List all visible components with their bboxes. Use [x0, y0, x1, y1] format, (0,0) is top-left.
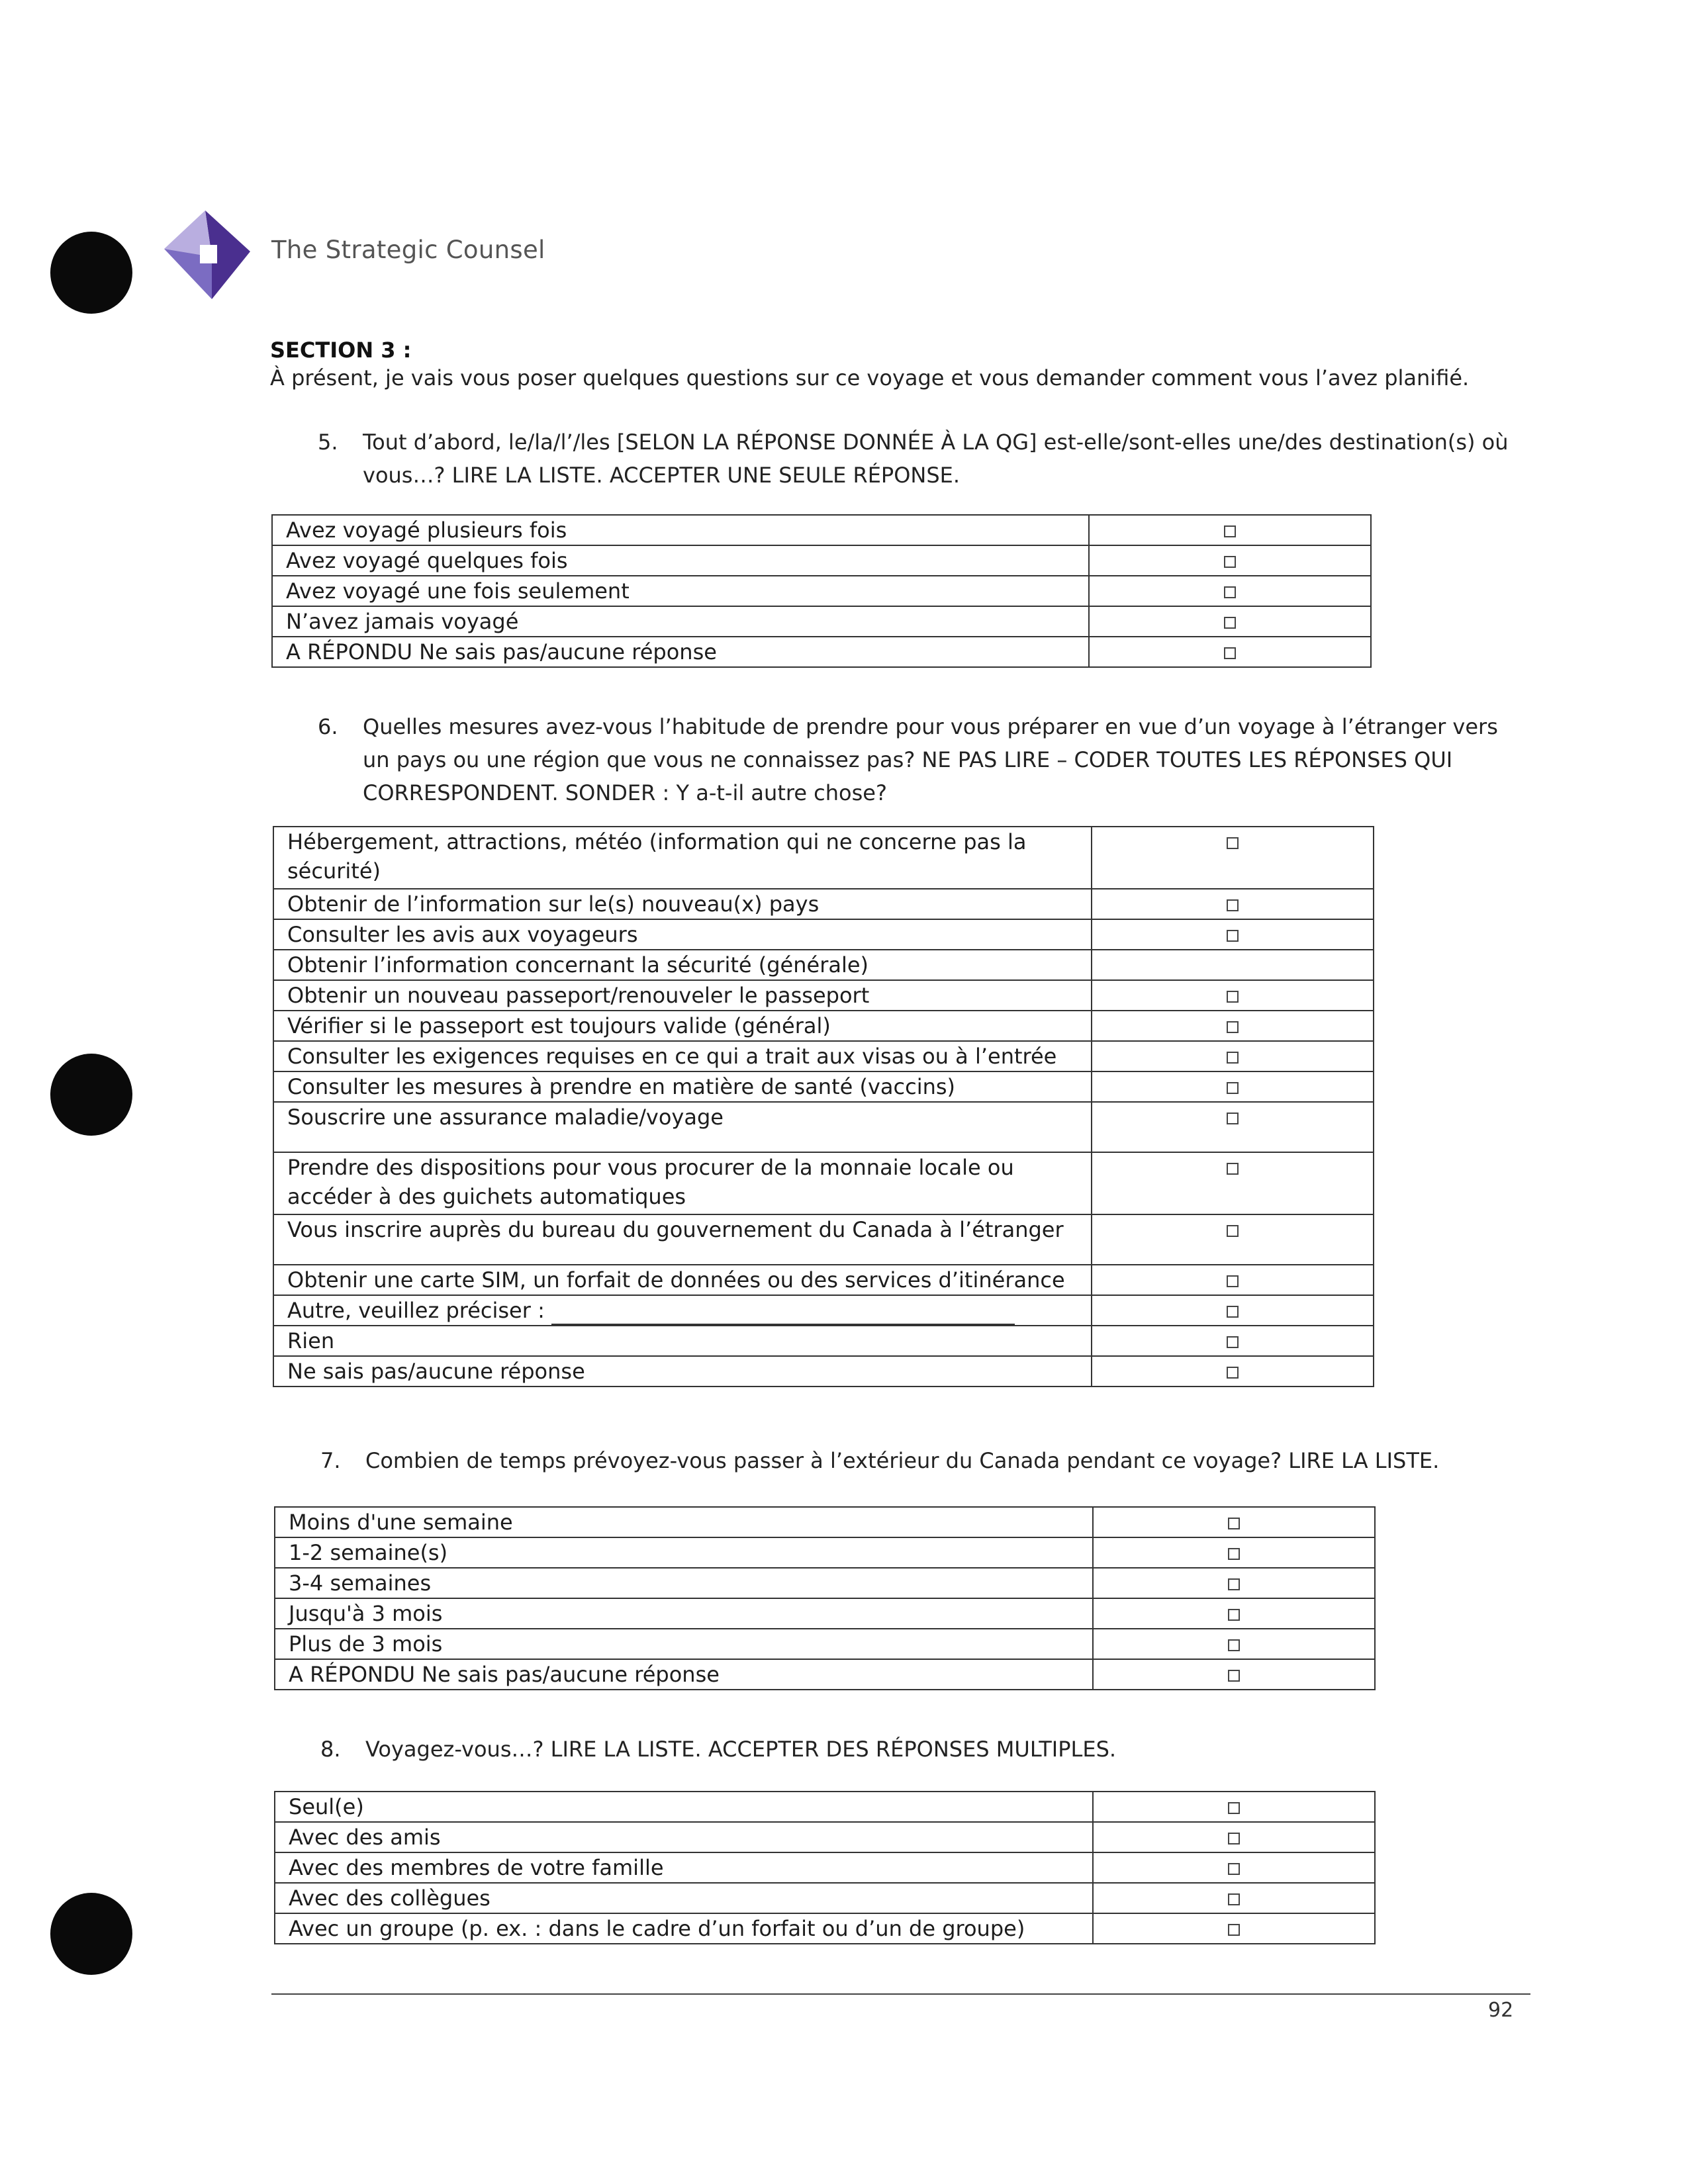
punch-hole-top [50, 232, 132, 314]
checkbox[interactable] [1227, 1052, 1239, 1064]
option-label: Prendre des dispositions pour vous procurer de la monnaie locale ou [287, 1155, 1014, 1180]
table-row [275, 1568, 1375, 1598]
table-row [273, 1214, 1374, 1265]
table-row [273, 919, 1374, 950]
options-table-q5 [271, 514, 1372, 668]
checkbox[interactable] [1228, 1609, 1240, 1621]
option-label: Avec des collègues [275, 1883, 1093, 1913]
checkbox[interactable] [1224, 647, 1236, 659]
checkbox[interactable] [1227, 1163, 1239, 1175]
section-title: SECTION 3 : [270, 338, 412, 363]
checkbox[interactable] [1227, 1225, 1239, 1237]
option-label: Seul(e) [275, 1792, 1093, 1822]
table-row [273, 980, 1374, 1011]
checkbox[interactable] [1227, 991, 1239, 1003]
table-row [272, 576, 1371, 606]
option-label: N’avez jamais voyagé [272, 606, 1089, 637]
option-label: Jusqu'à 3 mois [275, 1598, 1093, 1629]
table-row [275, 1507, 1375, 1537]
option-label: Autre, veuillez préciser : [287, 1298, 545, 1323]
checkbox[interactable] [1228, 1863, 1240, 1875]
checkbox[interactable] [1227, 1021, 1239, 1033]
table-row [272, 606, 1371, 637]
checkbox[interactable] [1228, 1548, 1240, 1560]
table-row [275, 1598, 1375, 1629]
checkbox[interactable] [1228, 1833, 1240, 1844]
table-row [273, 1326, 1374, 1356]
checkbox[interactable] [1224, 586, 1236, 598]
section-intro: À présent, je vais vous poser quelques questions sur ce voyage et vous demander comment vous l’avez planifié. [270, 365, 1470, 390]
table-row [273, 827, 1374, 889]
option-label: Obtenir de l’information sur le(s) nouveau(x) pays [273, 889, 1092, 919]
option-label: Consulter les avis aux voyageurs [273, 919, 1092, 950]
option-label: Obtenir l’information concernant la sécurité (générale) [273, 950, 1092, 980]
table-row [273, 1295, 1374, 1326]
checkbox[interactable] [1228, 1924, 1240, 1936]
checkbox[interactable] [1224, 525, 1236, 537]
table-row [273, 950, 1374, 980]
table-row [273, 889, 1374, 919]
strategic-counsel-logo-icon [164, 210, 250, 299]
options-table-q8 [274, 1791, 1376, 1944]
checkbox[interactable] [1228, 1578, 1240, 1590]
option-label: Avez voyagé plusieurs fois [272, 515, 1089, 545]
table-row [275, 1629, 1375, 1659]
question-number: 6. [318, 714, 338, 739]
table-row [272, 545, 1371, 576]
table-row [275, 1659, 1375, 1690]
question-7 [320, 1444, 1538, 1477]
table-row [275, 1822, 1375, 1852]
specify-blank-field[interactable] [551, 1304, 1015, 1325]
checkbox[interactable] [1227, 837, 1239, 849]
option-label: sécurité) [287, 858, 381, 884]
option-label: Vérifier si le passeport est toujours valide (général) [273, 1011, 1092, 1041]
question-text-line: Quelles mesures avez-vous l’habitude de prendre pour vous préparer en vue d’un voyage à l’étranger vers [363, 714, 1498, 739]
question-text-line: Combien de temps prévoyez-vous passer à l’extérieur du Canada pendant ce voyage? LIRE LA LISTE. [365, 1448, 1440, 1473]
table-row [272, 515, 1371, 545]
question-number: 5. [318, 430, 338, 455]
table-row [275, 1792, 1375, 1822]
option-label: Obtenir une carte SIM, un forfait de données ou des services d’itinérance [273, 1265, 1092, 1295]
question-number: 8. [320, 1737, 341, 1762]
option-label: Vous inscrire auprès du bureau du gouvernement du Canada à l’étranger [273, 1214, 1092, 1265]
question-text-line: Voyagez-vous…? LIRE LA LISTE. ACCEPTER DES RÉPONSES MULTIPLES. [365, 1737, 1117, 1762]
option-label: Plus de 3 mois [275, 1629, 1093, 1659]
option-label: Avec des membres de votre famille [275, 1852, 1093, 1883]
checkbox[interactable] [1227, 930, 1239, 942]
question-text-line: CORRESPONDENT. SONDER : Y a-t-il autre chose? [363, 780, 887, 805]
option-label: Avez voyagé une fois seulement [272, 576, 1089, 606]
option-label: Avec un groupe (p. ex. : dans le cadre d’un forfait ou d’un de groupe) [275, 1913, 1093, 1944]
checkbox[interactable] [1227, 1336, 1239, 1348]
checkbox[interactable] [1228, 1639, 1240, 1651]
page-number: 92 [1488, 1999, 1514, 2022]
table-row [272, 637, 1371, 667]
option-label: Consulter les exigences requises en ce qui a trait aux visas ou à l’entrée [273, 1041, 1092, 1071]
option-label: Souscrire une assurance maladie/voyage [273, 1102, 1092, 1152]
table-row [273, 1041, 1374, 1071]
table-row [275, 1852, 1375, 1883]
question-text-line: vous…? LIRE LA LISTE. ACCEPTER UNE SEULE RÉPONSE. [363, 463, 961, 488]
footer-divider [271, 1993, 1530, 1995]
question-5 [318, 426, 1536, 492]
option-label: Moins d'une semaine [275, 1507, 1093, 1537]
punch-hole-bottom [50, 1893, 132, 1975]
option-label: accéder à des guichets automatiques [287, 1184, 686, 1209]
checkbox[interactable] [1228, 1518, 1240, 1529]
options-table-q7 [274, 1506, 1376, 1690]
punch-hole-middle [50, 1054, 132, 1136]
checkbox[interactable] [1224, 556, 1236, 568]
option-label: 1-2 semaine(s) [275, 1537, 1093, 1568]
checkbox[interactable] [1227, 1306, 1239, 1318]
question-6 [318, 710, 1536, 809]
question-8 [320, 1733, 1538, 1766]
table-row [273, 1265, 1374, 1295]
table-row [275, 1913, 1375, 1944]
option-label: A RÉPONDU Ne sais pas/aucune réponse [272, 637, 1089, 667]
checkbox[interactable] [1227, 1367, 1239, 1379]
checkbox[interactable] [1224, 617, 1236, 629]
checkbox[interactable] [1227, 1082, 1239, 1094]
option-label: Ne sais pas/aucune réponse [273, 1356, 1092, 1387]
option-label: 3-4 semaines [275, 1568, 1093, 1598]
checkbox[interactable] [1227, 899, 1239, 911]
checkbox[interactable] [1228, 1893, 1240, 1905]
question-number: 7. [320, 1448, 341, 1473]
option-label: Obtenir un nouveau passeport/renouveler le passeport [273, 980, 1092, 1011]
checkbox[interactable] [1228, 1802, 1240, 1814]
brand-name: The Strategic Counsel [271, 236, 545, 264]
table-row [273, 1356, 1374, 1387]
table-row [275, 1883, 1375, 1913]
checkbox[interactable] [1227, 1113, 1239, 1124]
question-text-line: un pays ou une région que vous ne connaissez pas? NE PAS LIRE – CODER TOUTES LES RÉPONSES QUI [363, 747, 1453, 772]
table-row [273, 1071, 1374, 1102]
option-label: A RÉPONDU Ne sais pas/aucune réponse [275, 1659, 1093, 1690]
option-label: Hébergement, attractions, météo (information qui ne concerne pas la [287, 829, 1027, 854]
table-row [273, 1102, 1374, 1152]
table-row [273, 1011, 1374, 1041]
question-text-line: Tout d’abord, le/la/l’/les [SELON LA RÉPONSE DONNÉE À LA QG] est-elle/sont-elles une/des destination(s) où [363, 430, 1509, 455]
option-label: Avec des amis [275, 1822, 1093, 1852]
option-label: Avez voyagé quelques fois [272, 545, 1089, 576]
checkbox[interactable] [1227, 1275, 1239, 1287]
table-row [275, 1537, 1375, 1568]
table-row [273, 1152, 1374, 1214]
options-table-q6 [273, 826, 1374, 1387]
checkbox[interactable] [1228, 1670, 1240, 1682]
option-label: Consulter les mesures à prendre en matière de santé (vaccins) [273, 1071, 1092, 1102]
option-label: Rien [273, 1326, 1092, 1356]
